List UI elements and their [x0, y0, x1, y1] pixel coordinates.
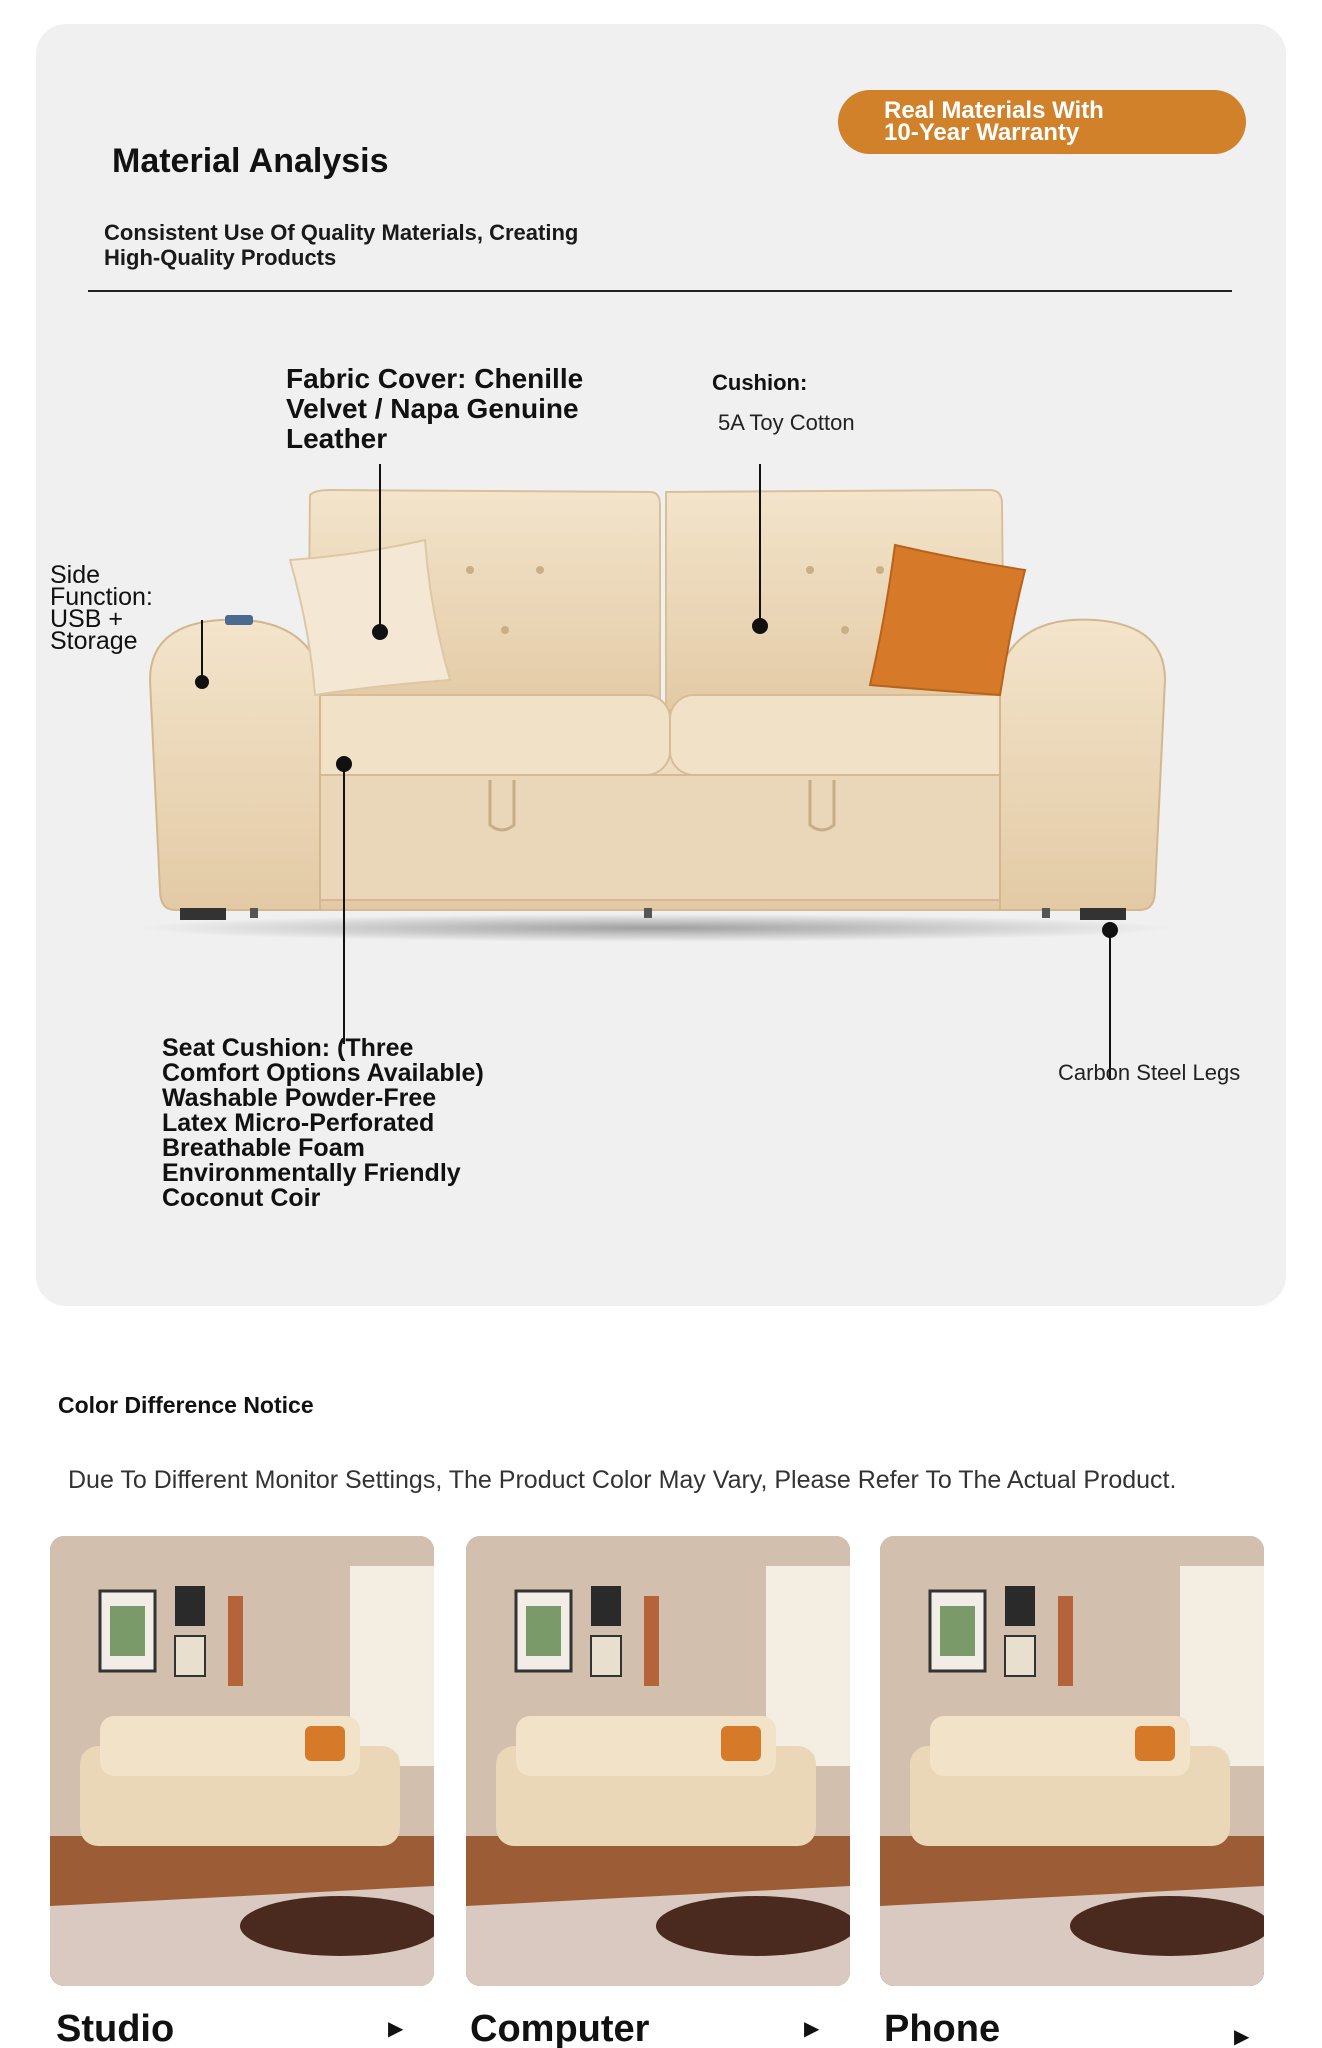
card-label-phone[interactable]: Phone: [884, 2008, 1001, 2048]
page-title: Material Analysis: [112, 142, 389, 180]
right-triangle-icon[interactable]: ▶: [804, 2018, 820, 2040]
subtitle-line-1: Consistent Use Of Quality Materials, Creating: [104, 220, 579, 245]
right-triangle-icon[interactable]: ▶: [1234, 2026, 1250, 2048]
fabric-callout: Fabric Cover: Chenille Velvet / Napa Genuine Leather: [286, 363, 584, 454]
badge-line-2: 10-Year Warranty: [884, 119, 1080, 146]
right-triangle-icon[interactable]: ▶: [388, 2018, 404, 2040]
legs-callout: Carbon Steel Legs: [1058, 1060, 1241, 1085]
room-image: [880, 1536, 1264, 1986]
side-function-callout: Side Function: USB + Storage: [50, 561, 153, 655]
phone-preview-card[interactable]: [880, 1536, 1264, 1986]
card-label-computer[interactable]: Computer: [470, 2008, 650, 2048]
subtitle-line-2: High-Quality Products: [104, 245, 337, 270]
studio-preview-card[interactable]: [50, 1536, 434, 1986]
computer-preview-card[interactable]: [466, 1536, 850, 1986]
color-notice-title: Color Difference Notice: [58, 1392, 314, 1418]
cushion-callout-value: 5A Toy Cotton: [718, 410, 855, 435]
seat-cushion-callout: Seat Cushion: (Three Comfort Options Available) Washable Powder-Free Latex Micro-Perforated Breathable Foam Environmentally Friendly Coconut Coir: [162, 1034, 484, 1212]
card-label-studio[interactable]: Studio: [56, 2008, 175, 2048]
cushion-callout-label: Cushion:: [712, 370, 808, 395]
room-image: [50, 1536, 434, 1986]
color-notice-text: Due To Different Monitor Settings, The Product Color May Vary, Please Refer To The Actual Product.: [68, 1466, 1177, 1494]
room-image: [466, 1536, 850, 1986]
badge-line-1: Real Materials With: [884, 97, 1104, 124]
